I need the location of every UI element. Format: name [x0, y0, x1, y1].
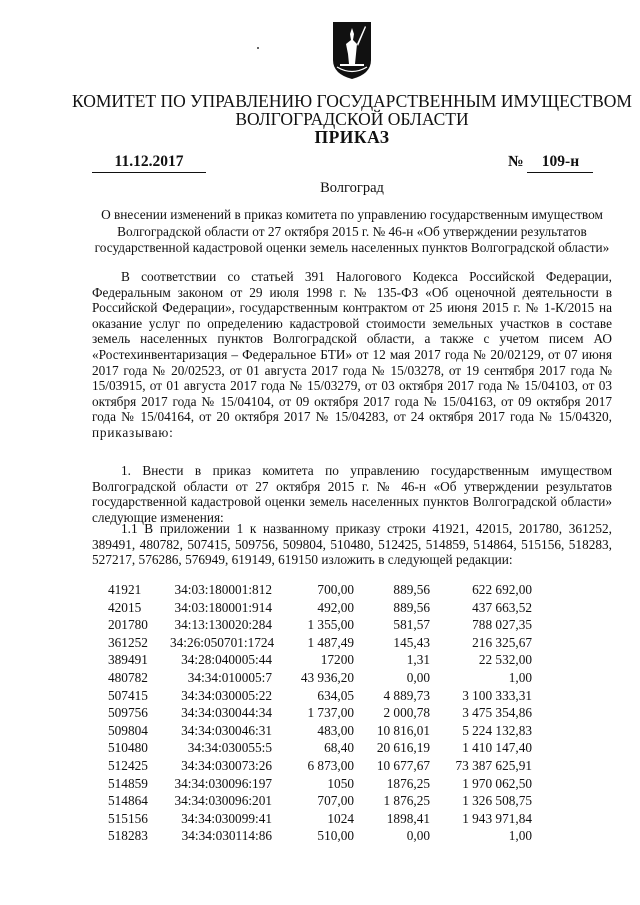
table-cell-specific-value: 581,57	[393, 617, 430, 633]
item-1-paragraph: 1. Внести в приказ комитета по управлению государственным имуществом Волгоградской области от 27 октября 2015 г. № 46-н «Об утверждении результатов государственной кадастровой оценки земель населенных пунктов Волгоградской области» следующие изменения:	[92, 463, 612, 525]
table-cell-specific-value: 10 677,67	[376, 758, 430, 773]
table-cell-specific-value: 889,56	[393, 582, 430, 597]
table-cell-cadastral-value: 788 027,35	[472, 617, 532, 633]
table-row	[0, 705, 640, 722]
table-cell-area: 17200	[320, 652, 354, 668]
table-cell-cadastral-number: 34:34:030055:5	[187, 740, 272, 756]
committee-name-line2: ВОЛГОГРАДСКОЙ ОБЛАСТИ	[235, 109, 469, 129]
order-verb: приказываю:	[92, 424, 174, 440]
table-cell-row-id: 518283	[108, 828, 148, 844]
table-cell-row-id: 514859	[108, 775, 148, 791]
table-cell-cadastral-number: 34:34:030073:26	[181, 758, 272, 773]
table-cell-row-id: 509804	[108, 722, 148, 738]
table-cell-specific-value: 0,00	[406, 828, 430, 844]
table-cell-area: 43 936,20	[300, 670, 354, 685]
table-cell-cadastral-number: 34:34:030114:86	[181, 828, 272, 844]
table-row	[0, 811, 640, 828]
table-cell-cadastral-value: 1,00	[508, 828, 532, 844]
table-cell-row-id: 389491	[108, 652, 148, 668]
table-cell-area: 68,40	[324, 740, 354, 756]
table-cell-specific-value: 20 616,19	[376, 740, 430, 756]
table-row	[0, 617, 640, 634]
table-cell-cadastral-number: 34:34:030046:31	[181, 722, 272, 738]
table-cell-cadastral-value: 5 224 132,83	[462, 722, 532, 738]
preamble-paragraph	[92, 269, 612, 441]
committee-name-line1: КОМИТЕТ ПО УПРАВЛЕНИЮ ГОСУДАРСТВЕННЫМ ИМУЩЕСТВОМ	[71, 91, 632, 111]
table-row	[0, 776, 640, 793]
table-cell-row-id: 514864	[108, 793, 148, 809]
table-cell-row-id: 480782	[108, 670, 148, 685]
table-cell-row-id: 41921	[108, 582, 142, 597]
table-cell-cadastral-value: 1 410 147,40	[462, 740, 532, 756]
table-cell-specific-value: 4 889,73	[383, 687, 430, 703]
table-row	[0, 740, 640, 757]
table-row	[0, 828, 640, 845]
table-cell-cadastral-value: 3 100 333,31	[462, 687, 532, 703]
volgograd-emblem-icon	[331, 20, 373, 80]
table-cell-specific-value: 2 000,78	[383, 705, 430, 721]
table-cell-area: 1050	[327, 775, 354, 791]
table-row	[0, 758, 640, 775]
table-cell-cadastral-number: 34:26:050701:1724	[170, 634, 275, 650]
table-cell-area: 1 737,00	[307, 705, 354, 721]
table-cell-row-id: 42015	[108, 599, 142, 615]
table-row	[0, 723, 640, 740]
table-cell-specific-value: 1898,41	[386, 810, 430, 826]
table-cell-area: 1024	[327, 810, 354, 826]
table-cell-row-id: 512425	[108, 758, 148, 773]
table-cell-specific-value: 1876,25	[386, 775, 430, 791]
table-cell-area: 483,00	[317, 722, 354, 738]
item-1-1-paragraph: 1.1 В приложении 1 к названному приказу строки 41921, 42015, 201780, 361252, 389491, 480782, 507415, 509756, 509804, 510480, 512425, 514859, 514864, 515156, 518283, 527217, 576286, 576949, 619149, 619150 изложить в следующей редакции:	[92, 521, 612, 568]
table-cell-cadastral-value: 1 970 062,50	[462, 775, 532, 791]
table-cell-cadastral-value: 216 325,67	[472, 634, 532, 650]
order-title: О внесении изменений в приказ комитета по управлению государственным имуществом Волгоградской области от 27 октября 2015 г. № 46-н «Об утверждении результатов государственной кадастровой оценки земель населенных пунктов Волгоградской области»	[94, 207, 610, 255]
table-cell-cadastral-value: 1 943 971,84	[462, 810, 532, 826]
table-cell-row-id: 509756	[108, 705, 148, 721]
table-cell-cadastral-value: 73 387 625,91	[455, 758, 532, 773]
preamble-text: В соответствии со статьей 391 Налогового Кодекса Российской Федерации, Федеральным законом от 29 июля 1998 г. № 135-ФЗ «Об оценочной деятельности в Российской Федерации», государственным контрактом от 25 июня 2015 г. № 1-К/2015 на оказание услуг по определению кадастровой стоимости земельных участков в составе земель населенных пунктов Волгоградской области, а также с учетом писем АО «Ростехинвентаризация – Федеральное БТИ» от 12 мая 2017 года № 20/02129, от 07 июня 2017 года № 20/02523, от 01 августа 2017 года № 15/03278, от 19 сентября 2017 года № 15/03915, от 01 августа 2017 года № 15/03279, от 03 октября 2017 года № 15/04103, от 03 октября 2017 года № 15/04104, от 09 октября 2017 года № 15/04163, от 09 октября 2017 года № 15/04164, от 20 октября 2017 № 15/04283, от 24 октября 2017 года № 15/04320,	[92, 269, 612, 425]
table-cell-row-id: 361252	[108, 634, 148, 650]
table-cell-specific-value: 10 816,01	[376, 722, 430, 738]
city: Волгоград	[320, 180, 384, 196]
table-cell-cadastral-number: 34:34:030099:41	[181, 810, 272, 826]
table-row	[0, 688, 640, 705]
table-row	[0, 793, 640, 810]
table-cell-cadastral-value: 437 663,52	[472, 599, 532, 615]
table-cell-row-id: 201780	[108, 617, 148, 633]
table-row	[0, 652, 640, 669]
order-date-value: 11.12.2017	[92, 153, 206, 173]
document-type: ПРИКАЗ	[314, 127, 390, 147]
table-cell-cadastral-number: 34:34:030096:201	[174, 793, 272, 809]
table-cell-cadastral-number: 34:34:030005:22	[181, 687, 272, 703]
table-cell-area: 6 873,00	[307, 758, 354, 773]
table-cell-area: 510,00	[317, 828, 354, 844]
table-row	[0, 670, 640, 687]
table-cell-cadastral-number: 34:34:030096:197	[174, 775, 272, 791]
order-number	[508, 153, 593, 173]
table-cell-row-id: 507415	[108, 687, 148, 703]
table-cell-specific-value: 0,00	[406, 670, 430, 685]
table-cell-cadastral-number: 34:28:040005:44	[181, 652, 272, 668]
table-cell-cadastral-value: 622 692,00	[472, 582, 532, 597]
table-cell-area: 707,00	[317, 793, 354, 809]
table-cell-cadastral-number: 34:34:010005:7	[187, 670, 272, 685]
table-cell-area: 1 355,00	[307, 617, 354, 633]
table-cell-area: 492,00	[317, 599, 354, 615]
table-cell-area: 1 487,49	[307, 634, 354, 650]
table-cell-specific-value: 1 876,25	[383, 793, 430, 809]
table-cell-cadastral-value: 1,00	[508, 670, 532, 685]
table-cell-cadastral-number: 34:03:180001:914	[174, 599, 272, 615]
table-cell-cadastral-number: 34:13:130020:284	[174, 617, 272, 633]
table-row	[0, 582, 640, 599]
table-cell-cadastral-value: 1 326 508,75	[462, 793, 532, 809]
order-number-value: 109-н	[527, 153, 593, 173]
table-cell-cadastral-number: 34:34:030044:34	[181, 705, 272, 721]
table-cell-specific-value: 889,56	[393, 599, 430, 615]
table-cell-cadastral-value: 3 475 354,86	[462, 705, 532, 721]
table-cell-area: 634,05	[317, 687, 354, 703]
table-cell-cadastral-number: 34:03:180001:812	[174, 582, 272, 597]
order-number-label: №	[508, 153, 524, 170]
table-cell-cadastral-value: 22 532,00	[478, 652, 532, 668]
table-cell-specific-value: 1,31	[406, 652, 430, 668]
table-cell-row-id: 515156	[108, 810, 148, 826]
table-cell-row-id: 510480	[108, 740, 148, 756]
table-row	[0, 635, 640, 652]
order-date	[92, 153, 206, 173]
table-cell-specific-value: 145,43	[393, 634, 430, 650]
table-cell-area: 700,00	[317, 582, 354, 597]
scan-speck	[257, 47, 259, 49]
table-row	[0, 600, 640, 617]
